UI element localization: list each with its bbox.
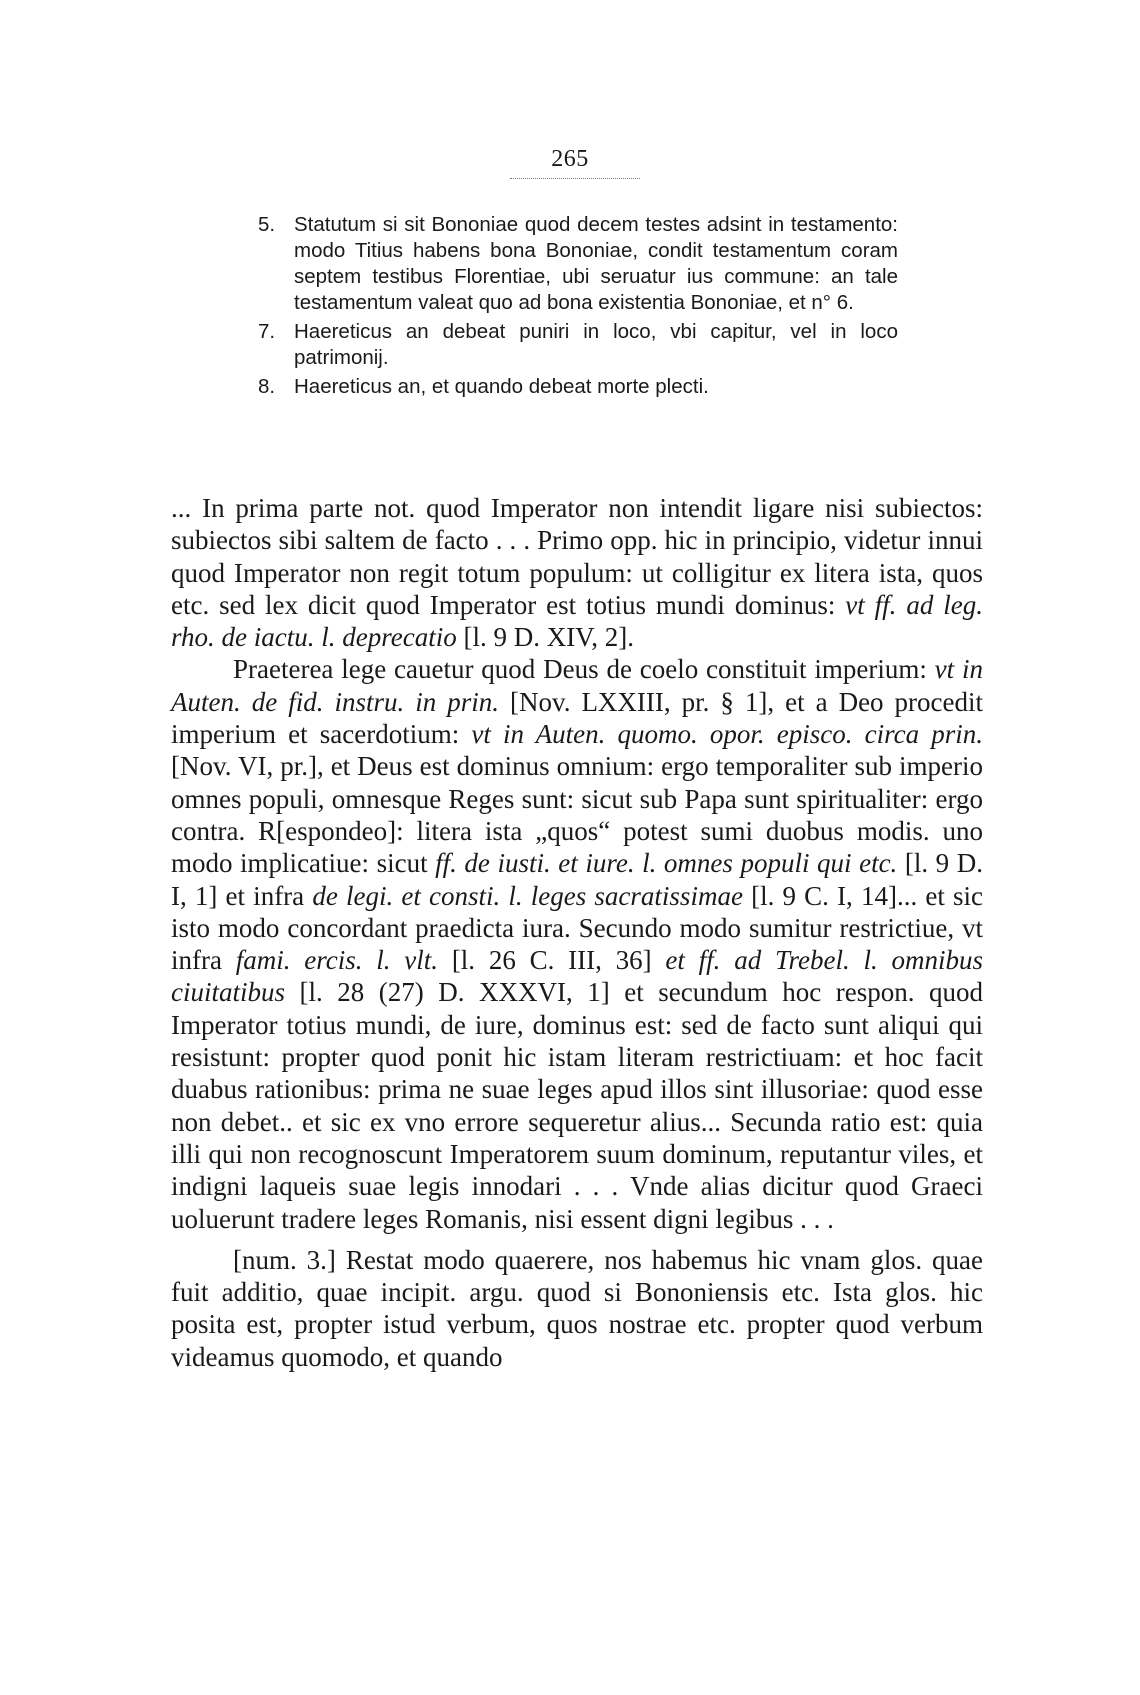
paragraph-3	[171, 1244, 983, 1373]
text-run: [l. 9 C. I, 14]... et sic isto modo concordant praedicta iura. Secundo modo sumitur restrictiue, vt infra	[171, 880, 983, 976]
page-number-rule	[510, 178, 640, 179]
summary-list	[258, 212, 898, 400]
italic-citation: et ff. ad Trebel. l. omnibus ciuitatibus	[171, 945, 984, 1008]
italic-citation: vt ff. ad leg. rho. de iactu. l. deprecatio	[171, 589, 983, 653]
summary-item-number: 8.	[258, 375, 276, 398]
italic-citation: vt in Auten. quomo. opor. episco. circa prin.	[471, 719, 983, 750]
summary-item	[258, 374, 898, 400]
text-run: [Nov. LXXIII, pr. § 1], et a Deo procedit imperium et sacerdotium:	[171, 686, 984, 750]
paragraph-1	[171, 492, 983, 653]
text-run: [l. 9 D. XIV, 2].	[456, 622, 634, 653]
text-run: [num. 3.] Restat modo quaerere, nos habemus hic vnam glos. quae fuit additio, quae incipit. argu. quod si Bononiensis etc. Ista glos. hic posita est, propter istud verbum, quos nostrae etc. propter quod verbum videamus quomodo, et quando	[171, 1244, 983, 1372]
summary-item-number: 7.	[258, 320, 276, 343]
text-run: [l. 26 C. III, 36]	[438, 945, 666, 976]
text-run: Praeterea lege cauetur quod Deus de coelo constituit imperium:	[233, 654, 935, 685]
summary-item-text: Haereticus an debeat puniri in loco, vbi capitur, vel in loco patrimonij.	[294, 320, 898, 369]
paragraph-2	[171, 653, 983, 1234]
summary-item-number: 5.	[258, 213, 276, 236]
italic-citation: de legi. et consti. l. leges sacratissimae	[312, 880, 743, 911]
summary-item	[258, 319, 898, 371]
text-run: [l. 28 (27) D. XXXVI, 1] et secundum hoc respon. quod Imperator totius mundi, de iure, dominus est: sed de facto sunt aliqui qui resistunt: propter quod ponit hic istam literam restrictiuam: et hoc facit duabus rationibus: prima ne suae leges apud illos sint illusoriae: quod esse non debet.. et sic ex vno errore sequeretur alius... Secunda ratio est: quia illi qui non recognoscunt Imperatorem suum dominum, reputantur viles, et indigni laqueis suae legis innodari . . . Vnde alias dicitur quod Graeci uoluerunt tradere leges Romanis, nisi essent digni legibus . . .	[171, 977, 983, 1234]
body-text	[171, 492, 983, 1373]
page-number: 265	[551, 146, 589, 172]
italic-citation: vt in Auten. de fid. instru. in prin.	[171, 654, 983, 717]
text-run: [Nov. VI, pr.], et Deus est dominus omnium: ergo temporaliter sub imperio omnes populi, omnesque Reges sunt: sicut sub Papa sunt spiritualiter: ergo contra. R[espondeo]: litera ista „quos“ potest sumi duobus modis. uno modo implicatiue: sicut	[171, 751, 983, 879]
text-run: ... In prima parte not. quod Imperator non intendit ligare nisi subiectos: subiectos sibi saltem de facto . . . Primo opp. hic in principio, videtur innui quod Imperator non regit totum populum: ut colligitur ex litera ista, quos etc. sed lex dicit quod Imperator est totius mundi dominus:	[171, 493, 983, 620]
summary-item-text: Haereticus an, et quando debeat morte plecti.	[294, 375, 709, 398]
italic-citation: ff. de iusti. et iure. l. omnes populi qui etc.	[435, 848, 898, 879]
summary-item	[258, 212, 898, 316]
summary-item-text: Statutum si sit Bononiae quod decem testes adsint in testamento: modo Titius habens bona Bononiae, condit testamentum coram septem testibus Florentiae, ubi seruatur ius commune: an tale testamentum valeat quo ad bona existentia Bononiae, et n° 6.	[294, 213, 898, 314]
text-run: [l. 9 D. I, 1] et infra	[171, 848, 983, 911]
italic-citation: fami. ercis. l. vlt.	[235, 945, 439, 976]
